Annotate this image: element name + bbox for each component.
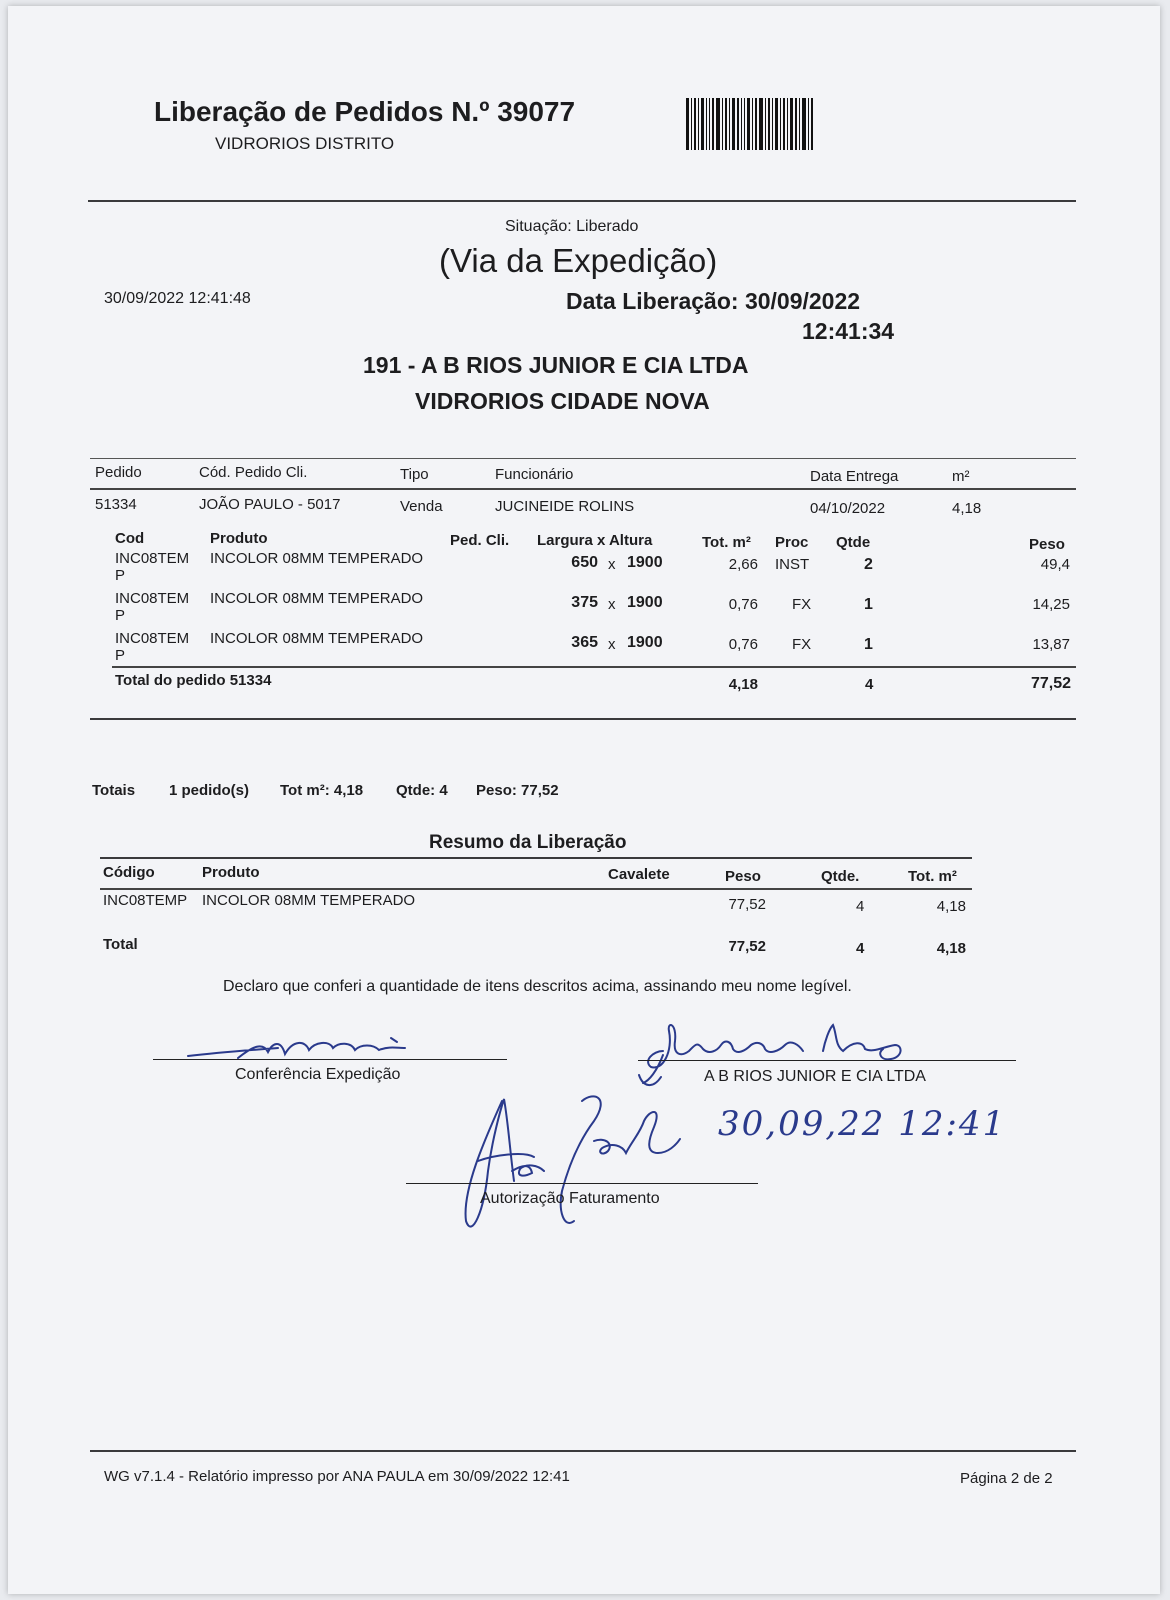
barcode-bar: [772, 98, 773, 150]
barcode-bar: [790, 98, 793, 150]
summary-total-qtde: 4: [856, 940, 865, 957]
copy-type: (Via da Expedição): [439, 242, 718, 279]
barcode-bar: [737, 98, 739, 150]
items-col-ped-cli: Ped. Cli.: [450, 532, 510, 549]
summary-total-tot-m2: 4,18: [936, 940, 966, 957]
item-peso: 13,87: [1032, 636, 1070, 653]
items-col-largura-altura: Largura x Altura: [537, 532, 653, 549]
signature-label-autorizacao: Autorização Faturamento: [480, 1190, 660, 1207]
handwritten-date: 30,09,22 12:41: [718, 1104, 1007, 1144]
barcode-bar: [729, 98, 730, 150]
order-type: Venda: [400, 498, 443, 515]
item-height: 1900: [627, 554, 663, 571]
signature-line: [406, 1183, 758, 1184]
footer-printed-by: WG v7.1.4 - Relatório impresso por ANA PAULA em 30/09/2022 12:41: [104, 1468, 570, 1485]
client-store: VIDRORIOS CIDADE NOVA: [415, 388, 710, 414]
col-data-entrega: Data Entrega: [810, 468, 899, 485]
barcode-bar: [811, 98, 813, 150]
summary-total-peso: 77,52: [728, 938, 766, 955]
item-width: 375: [571, 594, 598, 611]
items-col-proc: Proc: [775, 534, 809, 551]
barcode-bar: [716, 98, 720, 150]
order-number: 51334: [95, 496, 137, 513]
item-code: INC08TEMP: [115, 630, 190, 664]
order-m2: 4,18: [952, 500, 982, 517]
items-col-peso: Peso: [1029, 536, 1065, 553]
col-pedido: Pedido: [95, 464, 142, 481]
printed-timestamp: 30/09/2022 12:41:48: [104, 290, 251, 307]
divider: [100, 857, 972, 859]
divider: [90, 1450, 1076, 1452]
barcode-bar: [694, 98, 696, 150]
summary-col-cavalete: Cavalete: [608, 866, 670, 883]
order-total-label: Total do pedido 51334: [115, 672, 272, 689]
item-tot-m2: 0,76: [728, 636, 758, 653]
col-m2: m²: [952, 468, 970, 485]
summary-peso: 77,52: [728, 896, 766, 913]
signature-label-cliente: A B RIOS JUNIOR E CIA LTDA: [704, 1068, 926, 1085]
barcode-bar: [698, 98, 699, 150]
item-qtde: 1: [864, 636, 873, 653]
item-width: 365: [571, 634, 598, 651]
barcode-bar: [712, 98, 714, 150]
barcode-bar: [799, 98, 800, 150]
client-name: 191 - A B RIOS JUNIOR E CIA LTDA: [363, 352, 749, 378]
barcode-bar: [802, 98, 806, 150]
dim-separator: x: [608, 596, 616, 613]
barcode-bar: [759, 98, 763, 150]
barcode-bar: [741, 98, 742, 150]
totals-m2: Tot m²: 4,18: [280, 782, 364, 799]
barcode-bar: [691, 98, 692, 150]
item-qtde: 2: [864, 556, 873, 573]
item-tot-m2: 0,76: [728, 596, 758, 613]
barcode-bar: [686, 98, 689, 150]
client-order-code: JOÃO PAULO - 5017: [199, 496, 341, 513]
summary-col-tot-m2: Tot. m²: [908, 868, 957, 885]
barcode-bar: [701, 98, 704, 150]
order-total-qtde: 4: [865, 676, 874, 693]
item-proc: FX: [792, 636, 812, 653]
col-tipo: Tipo: [400, 466, 429, 483]
employee-name: JUCINEIDE ROLINS: [495, 498, 635, 515]
summary-total-label: Total: [103, 936, 138, 953]
signature-line: [638, 1060, 1016, 1061]
totals-orders: 1 pedido(s): [169, 782, 250, 799]
barcode-bar: [725, 98, 727, 150]
delivery-date: 04/10/2022: [810, 500, 886, 517]
summary-col-produto: Produto: [202, 864, 260, 881]
item-proc: INST: [775, 556, 810, 573]
item-height: 1900: [627, 594, 663, 611]
page-number: Página 2 de 2: [960, 1470, 1053, 1487]
divider: [90, 458, 1076, 459]
item-product: INCOLOR 08MM TEMPERADO: [210, 590, 424, 607]
summary-col-peso: Peso: [725, 868, 761, 885]
items-col-produto: Produto: [210, 530, 268, 547]
barcode-bar: [752, 98, 753, 150]
document-title: Liberação de Pedidos N.º 39077: [154, 96, 576, 127]
item-code: INC08TEMP: [115, 550, 190, 584]
barcode-bar: [808, 98, 809, 150]
barcode: [686, 98, 871, 150]
items-col-qtde: Qtde: [836, 534, 871, 551]
barcode-bar: [783, 98, 785, 150]
order-total-m2: 4,18: [728, 676, 758, 693]
declaration-text: Declaro que conferi a quantidade de itens descritos acima, assinando meu nome legível.: [223, 978, 852, 995]
barcode-bar: [706, 98, 707, 150]
divider: [90, 718, 1076, 720]
barcode-bar: [732, 98, 735, 150]
barcode-bar: [780, 98, 781, 150]
barcode-bar: [709, 98, 710, 150]
summary-title: Resumo da Liberação: [429, 832, 627, 853]
item-qtde: 1: [864, 596, 873, 613]
summary-col-codigo: Código: [103, 864, 155, 881]
status-text: Situação: Liberado: [505, 218, 639, 235]
barcode-bar: [744, 98, 745, 150]
signature-conferencia: [183, 1026, 443, 1066]
col-funcionario: Funcionário: [495, 466, 574, 483]
barcode-bar: [775, 98, 778, 150]
items-col-tot-m2: Tot. m²: [702, 534, 751, 551]
item-width: 650: [571, 554, 598, 571]
dim-separator: x: [608, 636, 616, 653]
release-time: 12:41:34: [802, 318, 895, 344]
document-page: [8, 6, 1160, 1594]
signature-label-conferencia: Conferência Expedição: [235, 1066, 401, 1083]
divider: [88, 200, 1076, 202]
summary-col-qtde: Qtde.: [821, 868, 860, 885]
divider: [112, 666, 1076, 668]
item-product: INCOLOR 08MM TEMPERADO: [210, 630, 424, 647]
signature-line: [153, 1059, 507, 1060]
item-height: 1900: [627, 634, 663, 651]
summary-qtde: 4: [856, 898, 865, 915]
summary-tot-m2: 4,18: [936, 898, 966, 915]
totals-qtde: Qtde: 4: [396, 782, 448, 799]
dim-separator: x: [608, 556, 616, 573]
item-proc: FX: [792, 596, 812, 613]
signature-autorizacao: [444, 1081, 694, 1241]
item-peso: 14,25: [1032, 596, 1070, 613]
items-col-cod: Cod: [115, 530, 145, 547]
item-code: INC08TEMP: [115, 590, 190, 624]
divider: [100, 888, 972, 890]
totals-label: Totais: [92, 782, 136, 799]
item-tot-m2: 2,66: [728, 556, 758, 573]
divider: [90, 488, 1076, 490]
barcode-bar: [787, 98, 788, 150]
summary-product: INCOLOR 08MM TEMPERADO: [202, 892, 416, 909]
barcode-bar: [765, 98, 766, 150]
item-peso: 49,4: [1040, 556, 1070, 573]
barcode-bar: [768, 98, 770, 150]
totals-peso: Peso: 77,52: [476, 782, 559, 799]
release-date: Data Liberação: 30/09/2022: [566, 288, 861, 314]
company-name: VIDRORIOS DISTRITO: [215, 134, 395, 153]
barcode-bar: [722, 98, 723, 150]
barcode-bar: [755, 98, 757, 150]
summary-code: INC08TEMP: [103, 892, 188, 909]
barcode-bar: [747, 98, 750, 150]
col-cod-pedido-cli: Cód. Pedido Cli.: [199, 464, 308, 481]
barcode-bar: [795, 98, 797, 150]
order-total-peso: 77,52: [1030, 675, 1071, 692]
item-product: INCOLOR 08MM TEMPERADO: [210, 550, 424, 567]
